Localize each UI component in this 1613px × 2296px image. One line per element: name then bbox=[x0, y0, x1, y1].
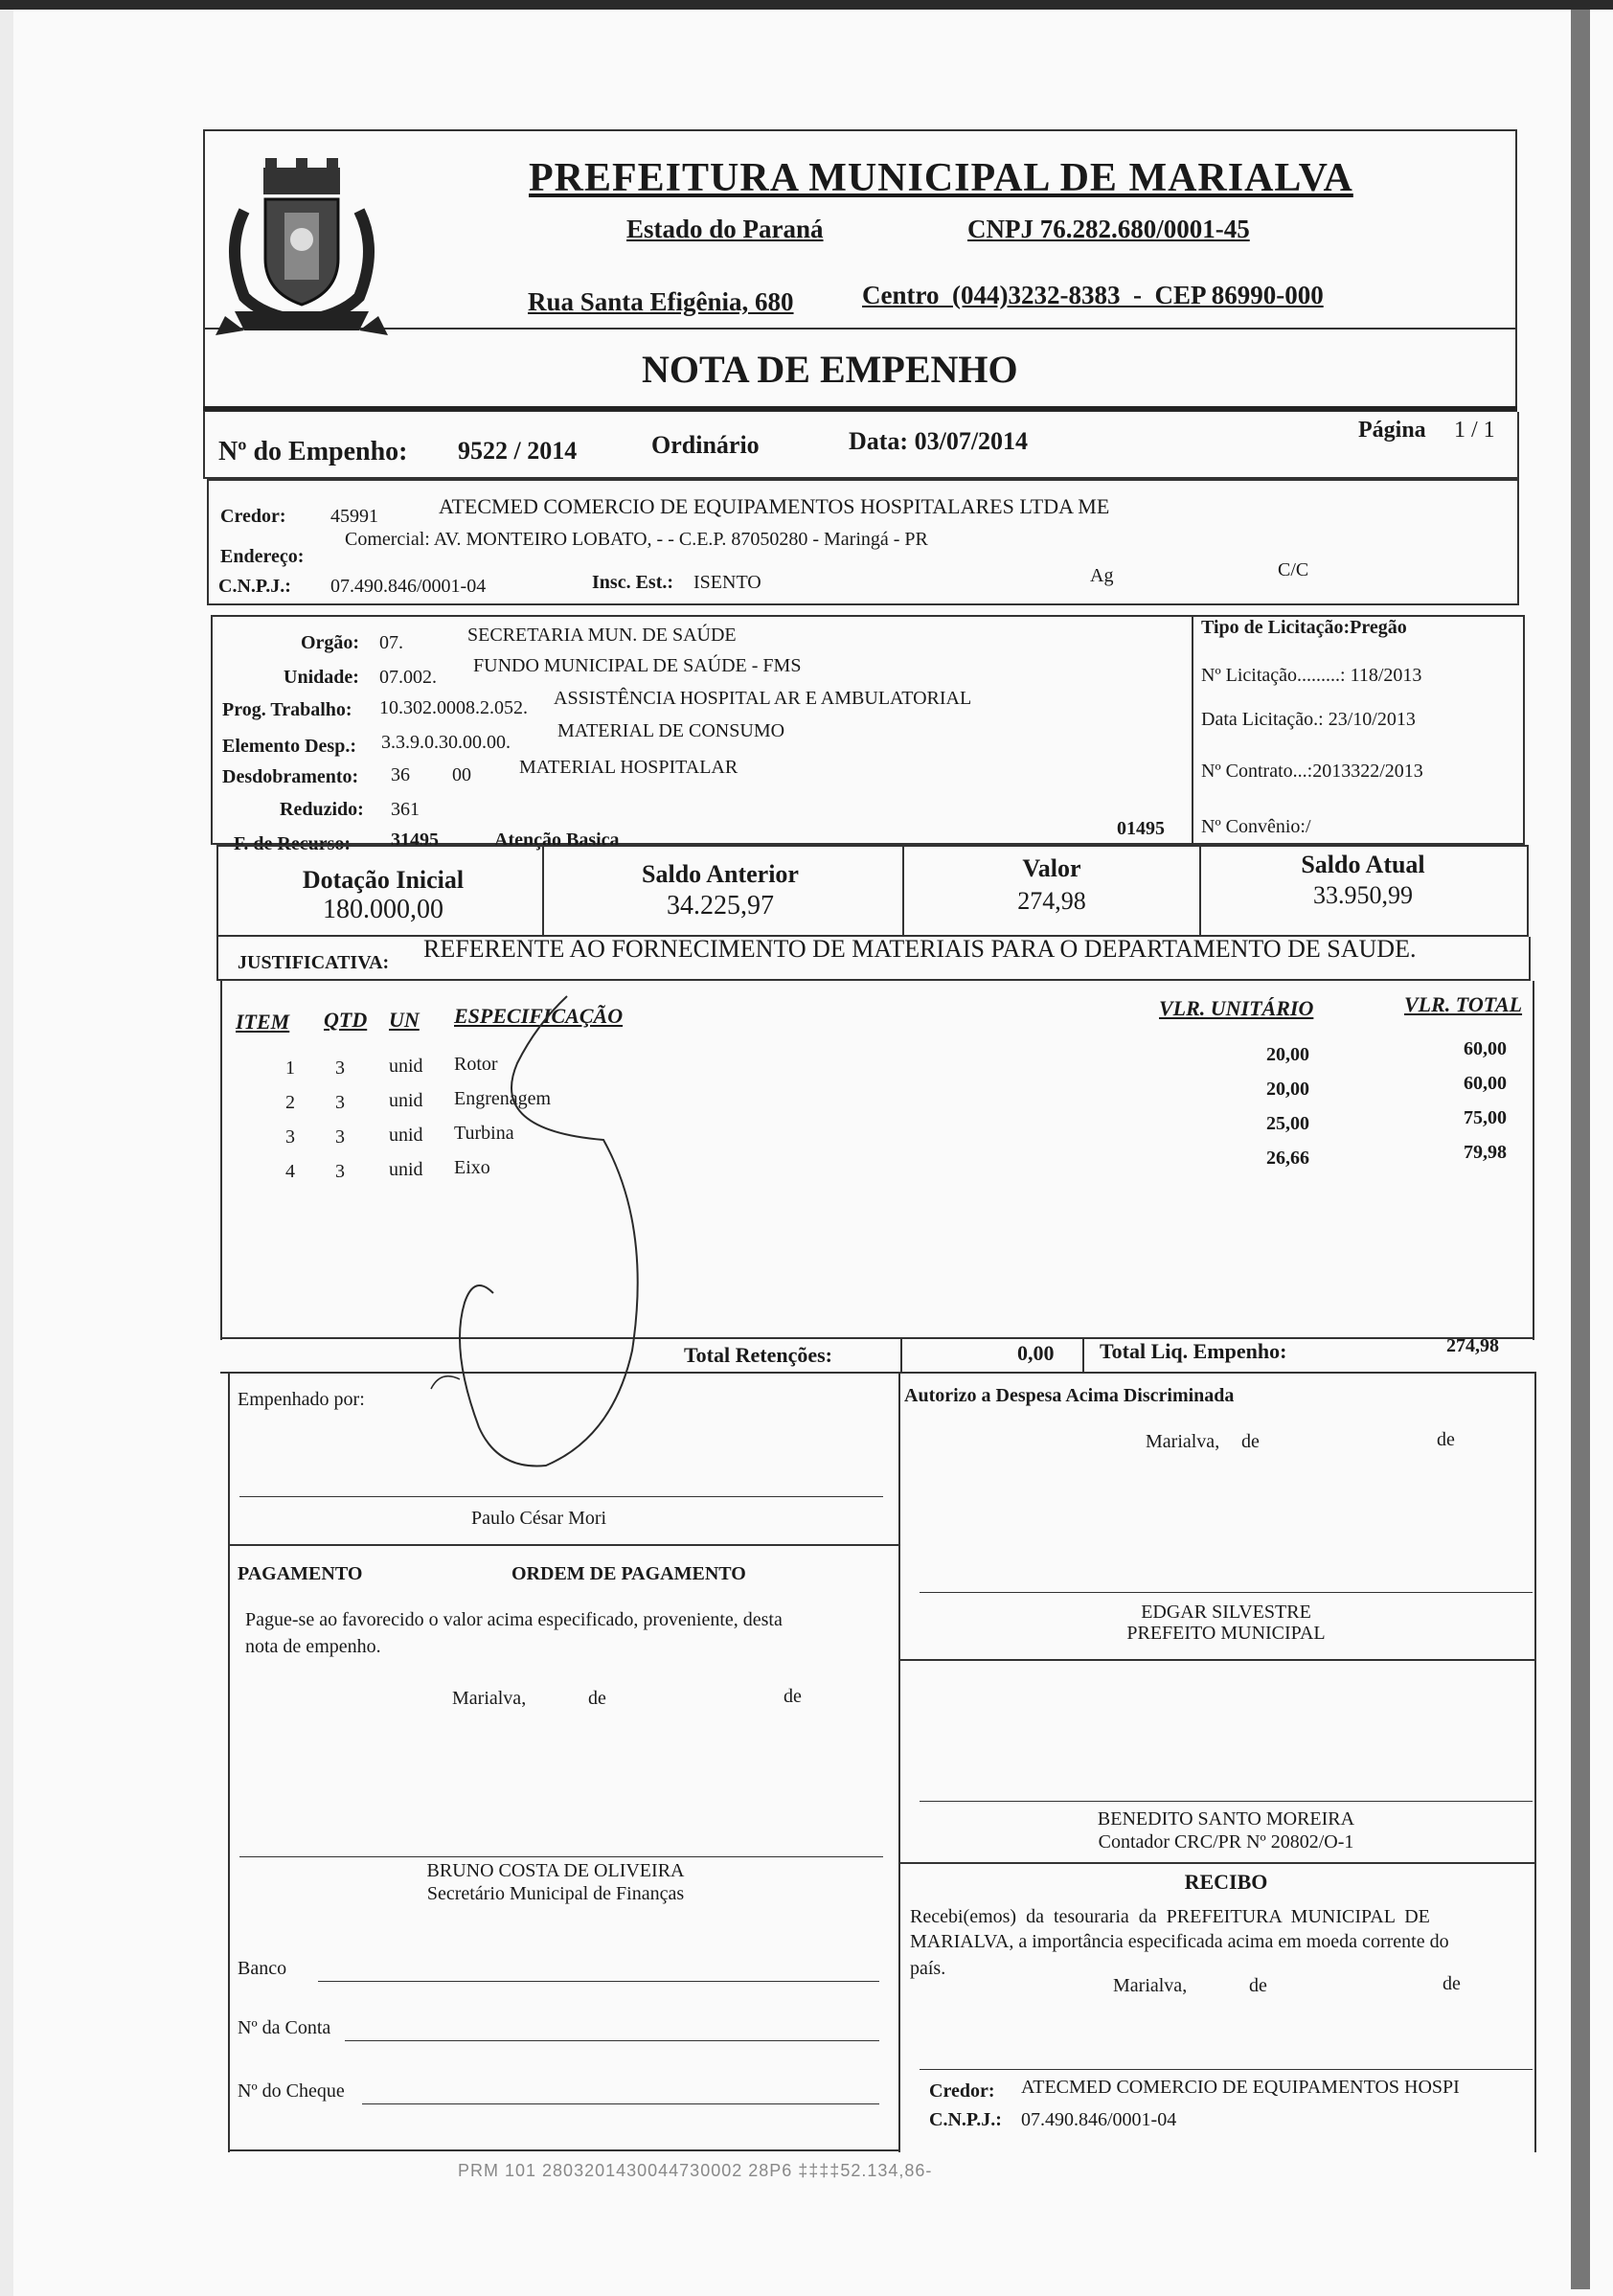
conta-label: Nº da Conta bbox=[238, 2017, 331, 2038]
contador-role: Contador CRC/PR Nº 20802/O-1 bbox=[1098, 1831, 1354, 1853]
recurso-code: 31495 bbox=[391, 830, 439, 851]
item-number: 2 bbox=[285, 1092, 295, 1113]
justificativa-text: REFERENTE AO FORNECIMENTO DE MATERIAIS PARA O DEPARTAMENTO DE SAUDE. bbox=[423, 935, 1417, 963]
item-unit: unid bbox=[389, 1159, 423, 1180]
recibo-top-line bbox=[898, 1862, 1534, 1864]
empenho-number: 9522 / 2014 bbox=[458, 437, 578, 465]
financas-name: BRUNO COSTA DE OLIVEIRA bbox=[426, 1860, 685, 1881]
cheque-field[interactable] bbox=[362, 2103, 879, 2104]
col-un: UN bbox=[389, 1008, 420, 1032]
empenho-date: Data: 03/07/2014 bbox=[849, 427, 1029, 455]
autorizo-label: Autorizo a Despesa Acima Discriminada bbox=[904, 1385, 1235, 1406]
saldos-divider-1 bbox=[542, 845, 544, 937]
ordem-pagamento-title: ORDEM DE PAGAMENTO bbox=[511, 1563, 746, 1584]
recurso-name: Atenção Basica bbox=[494, 830, 620, 851]
unidade-code: 07.002. bbox=[379, 667, 437, 688]
budget-divider bbox=[1192, 615, 1193, 845]
liquido-label: Total Liq. Empenho: bbox=[1100, 1339, 1287, 1363]
lower-bottom-line bbox=[228, 2149, 898, 2151]
ag-label: Ag bbox=[1090, 565, 1114, 586]
lower-left-border bbox=[228, 1372, 230, 2152]
contador-name: BENEDITO SANTO MOREIRA bbox=[1097, 1808, 1355, 1830]
credor-code: 45991 bbox=[330, 506, 378, 527]
orgao-name: SECRETARIA MUN. DE SAÚDE bbox=[467, 625, 737, 646]
pagamento-title: PAGAMENTO bbox=[238, 1563, 363, 1584]
recibo-city: Marialva, bbox=[1113, 1975, 1188, 1996]
header-state: Estado do Paraná bbox=[626, 215, 824, 243]
insc-label: Insc. Est.: bbox=[592, 572, 674, 593]
reduzido-label: Reduzido: bbox=[280, 799, 364, 820]
header-district-phone: Centro (044)3232-8383 - CEP 86990-000 bbox=[862, 281, 1324, 309]
cheque-label: Nº do Cheque bbox=[238, 2080, 345, 2102]
item-spec: Eixo bbox=[454, 1157, 490, 1178]
page-number: 1 / 1 bbox=[1454, 418, 1495, 443]
totals-divider-1 bbox=[900, 1337, 902, 1372]
banco-field[interactable] bbox=[318, 1981, 879, 1982]
empenhado-por-label: Empenhado por: bbox=[238, 1389, 365, 1410]
reduzido-value: 361 bbox=[391, 799, 420, 820]
pagamento-de-1: de bbox=[588, 1688, 606, 1709]
item-unit: unid bbox=[389, 1056, 423, 1077]
contador-signature-line bbox=[920, 1801, 1533, 1802]
scan-right-edge bbox=[1571, 10, 1590, 2289]
lower-middle-border bbox=[898, 1372, 900, 2152]
items-left-border bbox=[220, 981, 222, 1340]
pagamento-city: Marialva, bbox=[452, 1688, 527, 1709]
unidade-name: FUNDO MUNICIPAL DE SAÚDE - FMS bbox=[473, 655, 802, 676]
valor-label: Valor bbox=[1022, 854, 1081, 882]
saldo-atual-value: 33.950,99 bbox=[1313, 881, 1413, 909]
pague-text-line-1: Pague-se ao favorecido o valor acima especificado, proveniente, desta bbox=[245, 1609, 783, 1630]
handwritten-signature bbox=[402, 987, 670, 1485]
recibo-de-2: de bbox=[1443, 1973, 1461, 1994]
dotacao-value: 180.000,00 bbox=[323, 895, 443, 924]
retencoes-label: Total Retenções: bbox=[684, 1343, 832, 1367]
elemento-name: MATERIAL DE CONSUMO bbox=[557, 720, 785, 741]
col-qtd: QTD bbox=[324, 1008, 368, 1032]
conta-field[interactable] bbox=[345, 2040, 879, 2041]
autorizo-city: Marialva, bbox=[1146, 1431, 1220, 1452]
items-right-border bbox=[1533, 981, 1534, 1340]
saldos-divider-2 bbox=[902, 845, 904, 937]
totals-divider-2 bbox=[1082, 1337, 1084, 1372]
pagamento-top-line bbox=[228, 1544, 898, 1546]
item-total: 79,98 bbox=[1464, 1142, 1507, 1163]
valor-value: 274,98 bbox=[1017, 887, 1086, 915]
empenho-number-label: Nº do Empenho: bbox=[218, 437, 408, 466]
saldos-divider-3 bbox=[1199, 845, 1201, 937]
desdobramento-label: Desdobramento: bbox=[222, 766, 359, 787]
item-qtd: 3 bbox=[335, 1126, 345, 1148]
item-unit-price: 26,66 bbox=[1266, 1148, 1309, 1169]
liquido-value: 274,98 bbox=[1446, 1335, 1499, 1356]
title-divider bbox=[203, 406, 1517, 411]
recurso-label: F. de Recurso: bbox=[234, 833, 352, 854]
item-total: 60,00 bbox=[1464, 1073, 1507, 1094]
licitacao-data: Data Licitação.: 23/10/2013 bbox=[1201, 709, 1416, 730]
col-item: ITEM bbox=[236, 1010, 290, 1034]
recibo-text-3: país. bbox=[910, 1958, 946, 1979]
receipt-credor-label: Credor: bbox=[929, 2080, 995, 2102]
recibo-title: RECIBO bbox=[1184, 1870, 1268, 1894]
scan-top-edge bbox=[0, 0, 1613, 10]
receipt-credor-name: ATECMED COMERCIO DE EQUIPAMENTOS HOSPI bbox=[1021, 2077, 1460, 2098]
autorizo-de-2: de bbox=[1437, 1429, 1455, 1450]
recibo-de-1: de bbox=[1249, 1975, 1267, 1996]
recibo-text-1: Recebi(emos) da tesouraria da PREFEITURA MUNICIPAL DE bbox=[910, 1906, 1430, 1927]
item-unit-price: 20,00 bbox=[1266, 1044, 1309, 1065]
prefeito-role: PREFEITO MUNICIPAL bbox=[1126, 1623, 1326, 1644]
desdobramento-name: MATERIAL HOSPITALAR bbox=[519, 757, 738, 778]
item-total: 75,00 bbox=[1464, 1107, 1507, 1128]
credor-name: ATECMED COMERCIO DE EQUIPAMENTOS HOSPITALARES LTDA ME bbox=[439, 494, 1110, 518]
financas-role: Secretário Municipal de Finanças bbox=[426, 1883, 685, 1904]
licitacao-tipo: Tipo de Licitação:Pregão bbox=[1201, 617, 1407, 638]
item-spec: Rotor bbox=[454, 1054, 498, 1075]
header-divider bbox=[203, 328, 1517, 330]
page-label: Página bbox=[1358, 418, 1426, 443]
orgao-code: 07. bbox=[379, 632, 403, 653]
recibo-text-2: MARIALVA, a importância especificada acima em moeda corrente do bbox=[910, 1931, 1449, 1952]
item-unit-price: 20,00 bbox=[1266, 1079, 1309, 1100]
credor-cnpj: 07.490.846/0001-04 bbox=[330, 576, 487, 597]
item-unit: unid bbox=[389, 1090, 423, 1111]
empenhado-signature-line bbox=[239, 1496, 883, 1497]
prog-label: Prog. Trabalho: bbox=[222, 699, 352, 720]
header-address: Rua Santa Efigênia, 680 bbox=[528, 287, 794, 316]
item-unit-price: 25,00 bbox=[1266, 1113, 1309, 1134]
prefeito-bottom-line bbox=[898, 1659, 1534, 1661]
elemento-code: 3.3.9.0.30.00.00. bbox=[381, 732, 511, 753]
item-spec: Turbina bbox=[454, 1123, 514, 1144]
pague-text-line-2: nota de empenho. bbox=[245, 1636, 381, 1657]
saldo-anterior-value: 34.225,97 bbox=[667, 891, 774, 921]
item-qtd: 3 bbox=[335, 1161, 345, 1182]
col-unit-price: VLR. UNITÁRIO bbox=[1159, 996, 1314, 1020]
prefeito-signature-line bbox=[920, 1592, 1533, 1593]
saldo-atual-label: Saldo Atual bbox=[1301, 851, 1425, 878]
col-spec: ESPECIFICAÇÃO bbox=[454, 1004, 624, 1028]
autorizo-de-1: de bbox=[1241, 1431, 1260, 1452]
justificativa-label: JUSTIFICATIVA: bbox=[238, 952, 390, 973]
cnpj-label: C.N.P.J.: bbox=[218, 576, 291, 597]
elemento-label: Elemento Desp.: bbox=[222, 736, 356, 757]
cc-label: C/C bbox=[1278, 559, 1309, 580]
scan-left-edge bbox=[0, 0, 13, 2296]
desdobramento-code: 36 bbox=[391, 764, 410, 785]
dotacao-label: Dotação Inicial bbox=[302, 866, 465, 894]
document-title: NOTA DE EMPENHO bbox=[642, 348, 1018, 391]
coat-of-arms-logo bbox=[206, 153, 398, 345]
item-number: 3 bbox=[285, 1126, 295, 1148]
saldo-anterior-label: Saldo Anterior bbox=[642, 860, 799, 888]
insc-value: ISENTO bbox=[693, 572, 761, 593]
item-qtd: 3 bbox=[335, 1092, 345, 1113]
item-qtd: 3 bbox=[335, 1057, 345, 1079]
credor-address: Comercial: AV. MONTEIRO LOBATO, - - C.E.P. 87050280 - Maringá - PR bbox=[345, 529, 928, 550]
prefeito-name: EDGAR SILVESTRE bbox=[1141, 1602, 1311, 1623]
receipt-cnpj-label: C.N.P.J.: bbox=[929, 2109, 1002, 2130]
pagamento-de-2: de bbox=[784, 1686, 802, 1707]
desdobramento-sub: 00 bbox=[452, 764, 471, 785]
credor-receipt-line bbox=[920, 2069, 1533, 2070]
banco-label: Banco bbox=[238, 1958, 287, 1979]
item-unit: unid bbox=[389, 1125, 423, 1146]
unidade-label: Unidade: bbox=[284, 667, 359, 688]
orgao-label: Orgão: bbox=[301, 632, 360, 653]
receipt-cnpj: 07.490.846/0001-04 bbox=[1021, 2109, 1177, 2130]
licitacao-convenio: Nº Convênio:/ bbox=[1201, 816, 1311, 837]
address-label: Endereço: bbox=[220, 546, 305, 567]
lower-right-border bbox=[1534, 1372, 1536, 2152]
empenhado-signer: Paulo César Mori bbox=[471, 1508, 607, 1529]
item-number: 1 bbox=[285, 1057, 295, 1079]
empenho-type: Ordinário bbox=[651, 431, 760, 459]
header-title: PREFEITURA MUNICIPAL DE MARIALVA bbox=[529, 156, 1353, 200]
item-spec: Engrenagem bbox=[454, 1088, 552, 1109]
recurso-number: 01495 bbox=[1117, 818, 1165, 839]
header-cnpj: CNPJ 76.282.680/0001-45 bbox=[967, 215, 1250, 243]
prog-name: ASSISTÊNCIA HOSPITAL AR E AMBULATORIAL bbox=[554, 688, 972, 709]
financas-signature-line bbox=[239, 1856, 883, 1857]
retencoes-value: 0,00 bbox=[1017, 1341, 1055, 1365]
prog-code: 10.302.0008.2.052. bbox=[379, 697, 528, 718]
licitacao-contrato: Nº Contrato...:2013322/2013 bbox=[1201, 761, 1423, 782]
licitacao-numero: Nº Licitação.........: 118/2013 bbox=[1201, 665, 1422, 686]
item-total: 60,00 bbox=[1464, 1038, 1507, 1059]
credor-label: Credor: bbox=[220, 506, 286, 527]
footer-code: PRM 101 2803201430044730002 28P6 ‡‡‡‡52.134,86- bbox=[458, 2161, 933, 2180]
item-number: 4 bbox=[285, 1161, 295, 1182]
col-total: VLR. TOTAL bbox=[1404, 992, 1523, 1016]
